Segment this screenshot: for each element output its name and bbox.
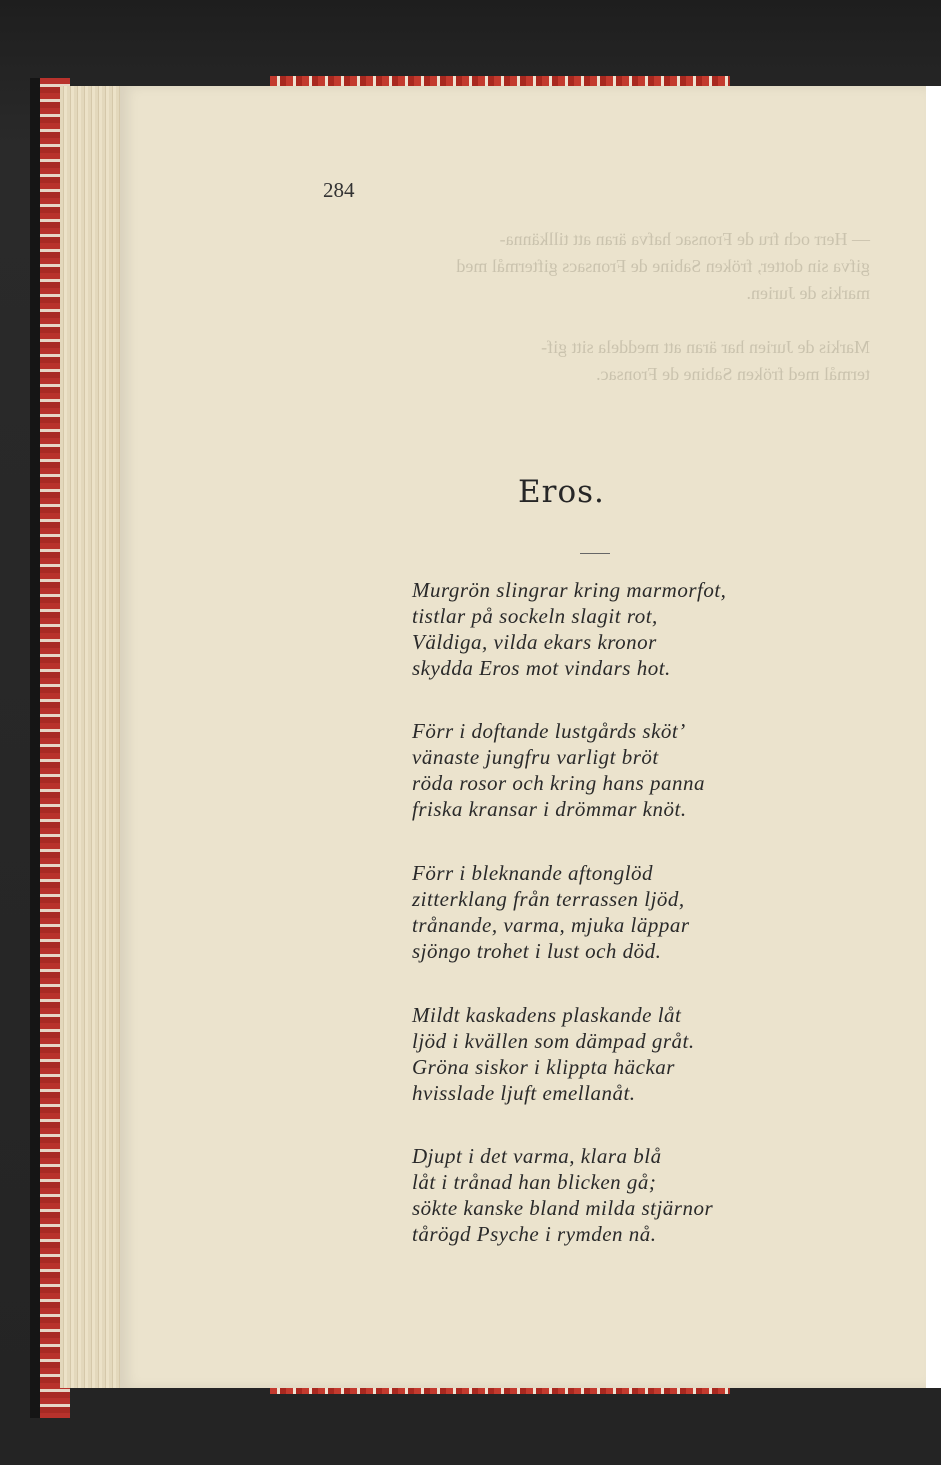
scan-margin <box>926 86 941 1388</box>
stanza-1 <box>412 577 726 681</box>
stanza-2 <box>412 718 705 822</box>
verse-line: skydda Eros mot vindars hot. <box>412 656 671 680</box>
title-rule <box>580 553 610 554</box>
verse-line: Väldiga, vilda ekars kronor <box>412 630 657 654</box>
verse-line: röda rosor och kring hans panna <box>412 771 705 795</box>
verse-line: Djupt i det varma, klara blå <box>412 1144 662 1168</box>
bleed-line: gifva sin dotter, fröken Sabine de Fronsacs giftermål med <box>456 256 870 276</box>
verse-line: Murgrön slingrar kring marmorfot, <box>412 578 727 602</box>
verse-line: sökte kanske bland milda stjärnor <box>412 1196 714 1220</box>
verse-line: sjöngo trohet i lust och död. <box>412 939 662 963</box>
verse-line: Mildt kaskadens plaskande låt <box>412 1003 682 1027</box>
verse-line: friska kransar i drömmar knöt. <box>412 797 687 821</box>
verse-line: Gröna siskor i klippta häckar <box>412 1055 675 1079</box>
bleed-line: termål med fröken Sabine de Fronsac. <box>596 364 870 384</box>
verse-line: Förr i bleknande aftonglöd <box>412 861 654 885</box>
verse-line: tårögd Psyche i rymden nå. <box>412 1222 657 1246</box>
stanza-3 <box>412 860 690 964</box>
page-number: 284 <box>323 178 355 202</box>
verse-line: vänaste jungfru varligt bröt <box>412 745 659 769</box>
stanza-4 <box>412 1002 695 1106</box>
verse-line: hvisslade ljuft emellanåt. <box>412 1081 636 1105</box>
bleed-line: — Herr och fru de Fronsac hafva äran att tillkänna- <box>499 229 870 249</box>
verse-line: låt i trånad han blicken gå; <box>412 1170 657 1194</box>
verse-line: trånande, varma, mjuka läppar <box>412 913 690 937</box>
verse-line: ljöd i kvällen som dämpad gråt. <box>412 1029 695 1053</box>
bleed-line: Markis de Jurien har äran att meddela sitt gif- <box>541 337 870 357</box>
verse-line: Förr i doftande lustgårds sköt’ <box>412 719 686 743</box>
bleed-line: markis de Jurien. <box>746 283 870 303</box>
verse-line: zitterklang från terrassen ljöd, <box>412 887 685 911</box>
stanza-5 <box>412 1143 713 1247</box>
poem-title: Eros. <box>518 474 605 510</box>
verse-line: tistlar på sockeln slagit rot, <box>412 604 658 628</box>
